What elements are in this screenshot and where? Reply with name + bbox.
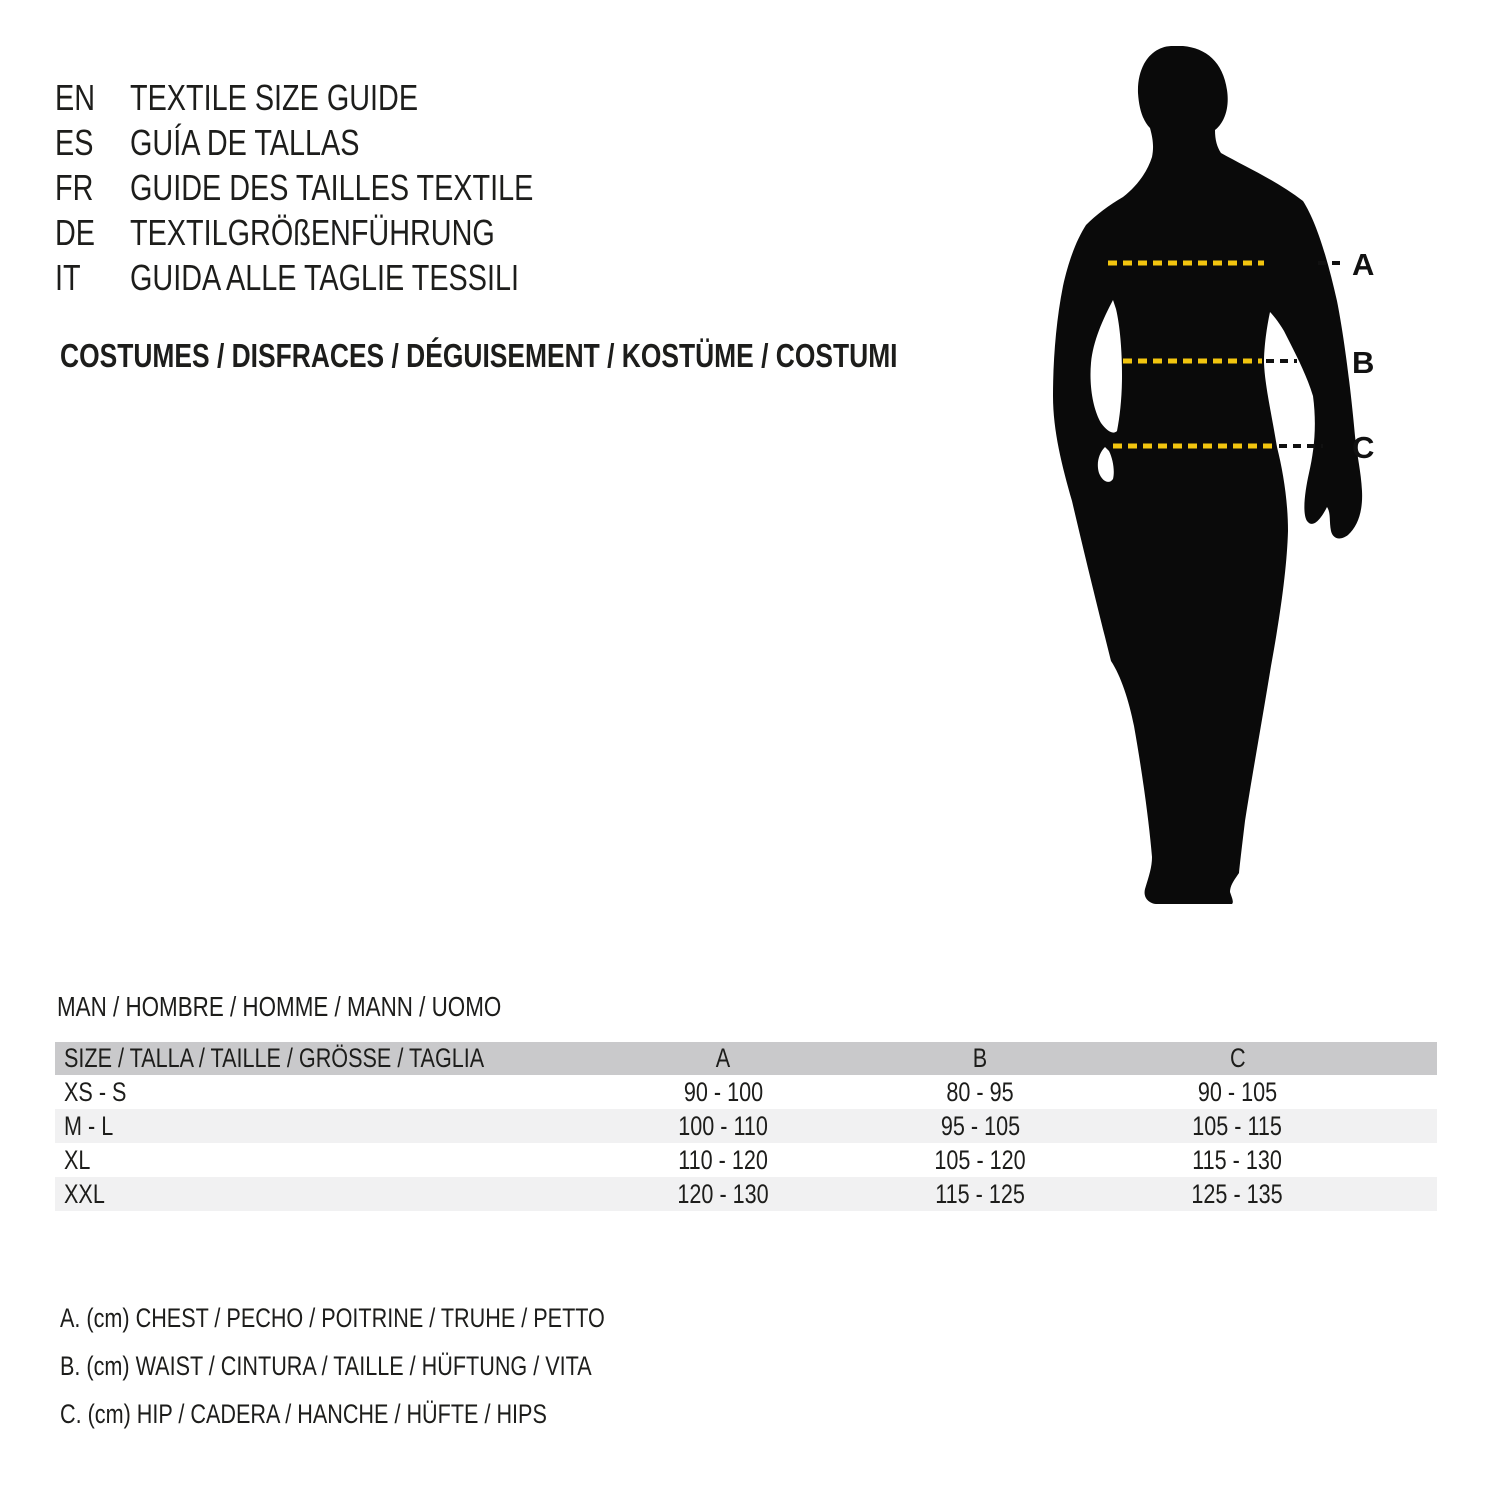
header-col-b: B <box>973 1043 988 1073</box>
table-row-xl <box>55 1143 1437 1177</box>
table-row-xxl <box>55 1177 1437 1211</box>
size-cell: M - L <box>64 1110 114 1141</box>
language-title: GUÍA DE TALLAS <box>130 121 360 163</box>
hip-label: C <box>1352 430 1375 465</box>
size-cell: XS - S <box>64 1076 127 1107</box>
size-cell: XL <box>64 1144 91 1175</box>
language-code: EN <box>55 76 96 118</box>
section-title: MAN / HOMBRE / HOMME / MANN / UOMO <box>57 991 502 1022</box>
waist-label: B <box>1352 345 1375 380</box>
language-code: IT <box>55 256 81 298</box>
size-table <box>55 1042 1437 1211</box>
legend-hip: C. (cm) HIP / CADERA / HANCHE / HÜFTE / HIPS <box>60 1398 547 1429</box>
value-c: 115 - 130 <box>1192 1144 1283 1175</box>
language-code: ES <box>55 121 94 163</box>
language-title: GUIDA ALLE TAGLIE TESSILI <box>130 256 519 298</box>
language-row-it <box>55 255 634 300</box>
value-b: 80 - 95 <box>946 1076 1015 1107</box>
man-silhouette-figure <box>1030 35 1500 915</box>
man-silhouette <box>1053 46 1362 904</box>
value-b: 95 - 105 <box>940 1110 1021 1141</box>
value-a: 110 - 120 <box>678 1144 769 1175</box>
header-col-a: A <box>716 1043 731 1073</box>
size-cell: XXL <box>64 1178 105 1209</box>
header-col-c: C <box>1229 1043 1246 1073</box>
measurement-legend <box>60 1294 741 1438</box>
language-title: TEXTILGRÖßENFÜHRUNG <box>130 211 495 253</box>
language-title: GUIDE DES TAILLES TEXTILE <box>130 166 534 208</box>
value-b: 115 - 125 <box>935 1178 1026 1209</box>
table-row-m-l <box>55 1109 1437 1143</box>
language-title: TEXTILE SIZE GUIDE <box>130 76 419 118</box>
legend-waist: B. (cm) WAIST / CINTURA / TAILLE / HÜFTUNG / VITA <box>60 1350 592 1381</box>
value-a: 120 - 130 <box>677 1178 770 1209</box>
table-row-xs-s <box>55 1075 1437 1109</box>
size-table-header <box>55 1042 1437 1075</box>
value-b: 105 - 120 <box>934 1144 1027 1175</box>
language-code: FR <box>55 166 94 208</box>
category-title: COSTUMES / DISFRACES / DÉGUISEMENT / KOSTÜME / COSTUMI <box>60 337 898 374</box>
value-c: 125 - 135 <box>1191 1178 1284 1209</box>
chest-label: A <box>1352 247 1375 282</box>
value-a: 100 - 110 <box>678 1110 769 1141</box>
language-code: DE <box>55 211 96 253</box>
language-row-de <box>55 210 634 255</box>
value-c: 90 - 105 <box>1197 1076 1278 1107</box>
value-a: 90 - 100 <box>683 1076 764 1107</box>
value-c: 105 - 115 <box>1192 1110 1283 1141</box>
header-size-col: SIZE / TALLA / TAILLE / GRÖSSE / TAGLIA <box>64 1043 485 1073</box>
legend-chest: A. (cm) CHEST / PECHO / POITRINE / TRUHE / PETTO <box>60 1302 605 1333</box>
language-row-fr <box>55 165 634 210</box>
language-list <box>55 75 634 300</box>
language-row-es <box>55 120 634 165</box>
language-row-en <box>55 75 634 120</box>
